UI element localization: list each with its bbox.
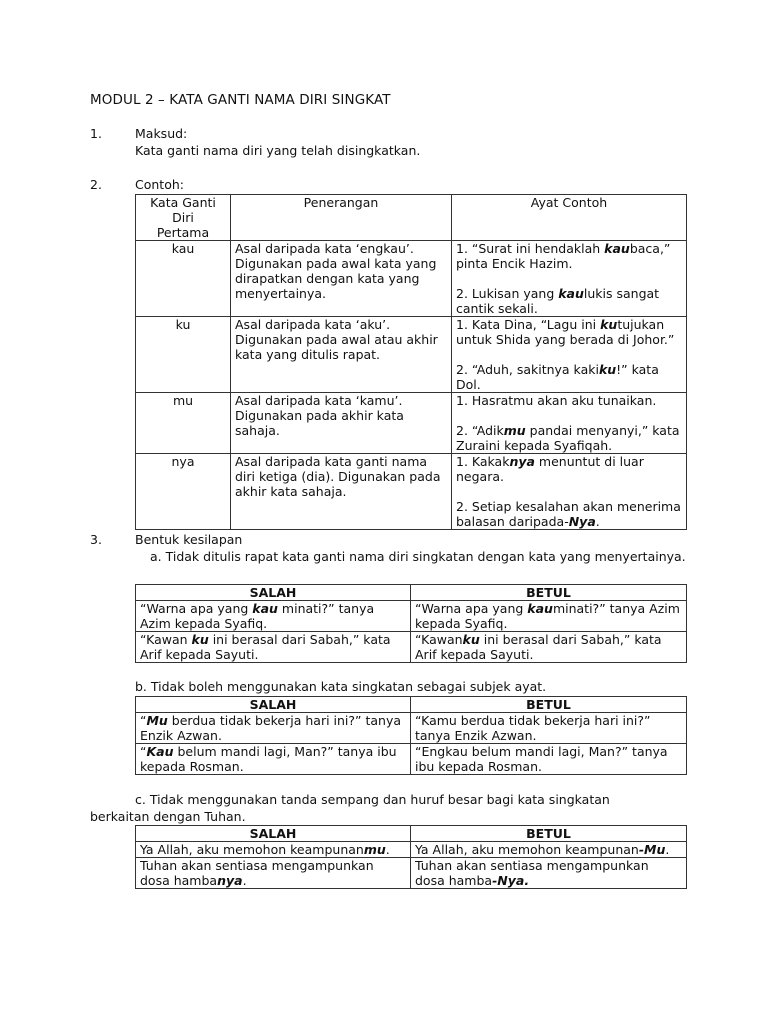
- section-3-number: 3.: [90, 532, 102, 547]
- header-kata-ganti: Kata Ganti Diri Pertama: [136, 195, 231, 241]
- kesilapan-b-table: [135, 696, 687, 775]
- subsection-c-label-line-1: c. Tidak menggunakan tanda sempang dan huruf besar bagi kata singkatan: [135, 792, 610, 807]
- table-header-row: [136, 697, 687, 713]
- salah-cell: “Kawan ku ini berasal dari Sabah,” kata Arif kepada Sayuti.: [136, 632, 411, 663]
- kesilapan-c-table: [135, 825, 687, 889]
- kata-cell: nya: [136, 454, 231, 530]
- betul-cell: “Kawanku ini berasal dari Sabah,” kata Arif kepada Sayuti.: [411, 632, 687, 663]
- table-header-row: [136, 585, 687, 601]
- contoh-row: [136, 317, 687, 393]
- salah-cell: Tuhan akan sentiasa mengampunkan dosa hambanya.: [136, 858, 411, 889]
- penerangan-cell: Asal daripada kata ‘kamu’. Digunakan pada akhir kata sahaja.: [231, 393, 452, 454]
- section-1-heading: Maksud:: [135, 126, 188, 141]
- ayat-example-1: 1. Kata Dina, “Lagu ini kutujukan untuk Shida yang berada di Johor.”: [456, 317, 675, 347]
- contoh-table: [135, 194, 687, 530]
- kesilapan-a-table: [135, 584, 687, 663]
- header-salah: SALAH: [136, 585, 411, 601]
- subsection-c-label-line-2: berkaitan dengan Tuhan.: [90, 809, 246, 824]
- ayat-example-1: 1. Hasratmu akan aku tunaikan.: [456, 393, 657, 408]
- ayat-cell: [452, 317, 687, 393]
- header-betul: BETUL: [411, 826, 687, 842]
- table-header-row: [136, 826, 687, 842]
- section-2-number: 2.: [90, 177, 102, 192]
- header-betul: BETUL: [411, 697, 687, 713]
- betul-cell: Tuhan akan sentiasa mengampunkan dosa hamba-Nya.: [411, 858, 687, 889]
- section-1-text: Kata ganti nama diri yang telah disingkatkan.: [135, 143, 421, 158]
- contoh-header-row: [136, 195, 687, 241]
- kata-cell: mu: [136, 393, 231, 454]
- page-title: MODUL 2 – KATA GANTI NAMA DIRI SINGKAT: [90, 92, 391, 108]
- kata-cell: ku: [136, 317, 231, 393]
- ayat-example-2: 2. “Adikmu pandai menyanyi,” kata Zuraini kepada Syafiqah.: [456, 423, 680, 453]
- ayat-cell: [452, 454, 687, 530]
- salah-cell: “Kau belum mandi lagi, Man?” tanya ibu kepada Rosman.: [136, 744, 411, 775]
- salah-cell: “Warna apa yang kau minati?” tanya Azim kepada Syafiq.: [136, 601, 411, 632]
- header-ayat-contoh: Ayat Contoh: [452, 195, 687, 241]
- salah-cell: Ya Allah, aku memohon keampunanmu.: [136, 842, 411, 858]
- table-row: [136, 632, 687, 663]
- betul-cell: “Engkau belum mandi lagi, Man?” tanya ibu kepada Rosman.: [411, 744, 687, 775]
- ayat-example-1: 1. “Surat ini hendaklah kaubaca,” pinta Encik Hazim.: [456, 241, 671, 271]
- table-row: [136, 842, 687, 858]
- salah-cell: “Mu berdua tidak bekerja hari ini?” tanya Enzik Azwan.: [136, 713, 411, 744]
- table-row: [136, 744, 687, 775]
- penerangan-cell: Asal daripada kata ganti nama diri ketiga (dia). Digunakan pada akhir kata sahaja.: [231, 454, 452, 530]
- header-betul: BETUL: [411, 585, 687, 601]
- subsection-a-label: a. Tidak ditulis rapat kata ganti nama diri singkatan dengan kata yang menyertainya.: [150, 549, 686, 564]
- ayat-cell: [452, 241, 687, 317]
- header-penerangan: Penerangan: [231, 195, 452, 241]
- penerangan-cell: Asal daripada kata ‘aku’. Digunakan pada awal atau akhir kata yang ditulis rapat.: [231, 317, 452, 393]
- ayat-example-1: 1. Kakaknya menuntut di luar negara.: [456, 454, 644, 484]
- section-1-number: 1.: [90, 126, 102, 141]
- subsection-b-label: b. Tidak boleh menggunakan kata singkatan sebagai subjek ayat.: [135, 679, 547, 694]
- betul-cell: Ya Allah, aku memohon keampunan-Mu.: [411, 842, 687, 858]
- betul-cell: “Warna apa yang kauminati?” tanya Azim kepada Syafiq.: [411, 601, 687, 632]
- table-row: [136, 601, 687, 632]
- table-row: [136, 713, 687, 744]
- ayat-cell: [452, 393, 687, 454]
- ayat-example-2: 2. Setiap kesalahan akan menerima balasan daripada-Nya.: [456, 499, 681, 529]
- ayat-example-2: 2. Lukisan yang kaulukis sangat cantik sekali.: [456, 286, 660, 316]
- kata-cell: kau: [136, 241, 231, 317]
- betul-cell: “Kamu berdua tidak bekerja hari ini?” tanya Enzik Azwan.: [411, 713, 687, 744]
- table-row: [136, 858, 687, 889]
- section-2-heading: Contoh:: [135, 177, 184, 192]
- header-salah: SALAH: [136, 697, 411, 713]
- section-3-heading: Bentuk kesilapan: [135, 532, 243, 547]
- contoh-row: [136, 454, 687, 530]
- header-salah: SALAH: [136, 826, 411, 842]
- penerangan-cell: Asal daripada kata ‘engkau’. Digunakan pada awal kata yang dirapatkan dengan kata yang menyertainya.: [231, 241, 452, 317]
- ayat-example-2: 2. “Aduh, sakitnya kakiku!” kata Dol.: [456, 362, 659, 392]
- contoh-row: [136, 241, 687, 317]
- contoh-row: [136, 393, 687, 454]
